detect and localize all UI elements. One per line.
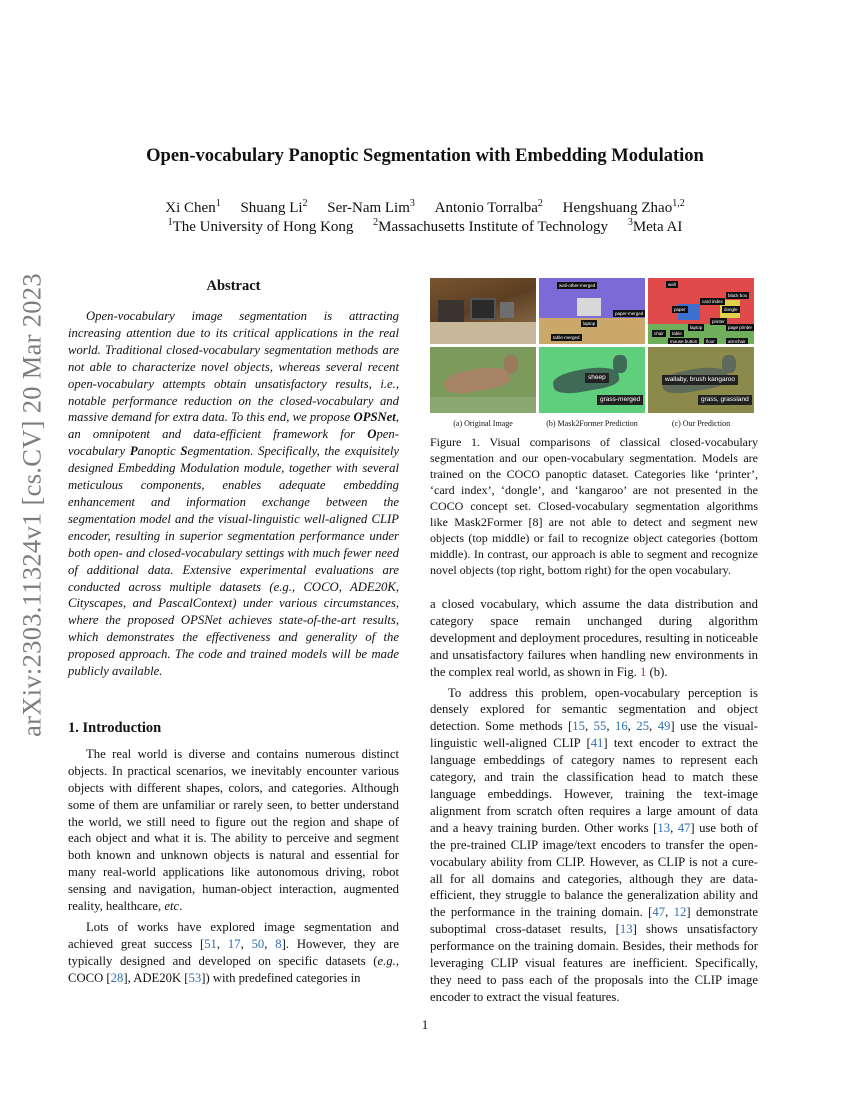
intro-p2-a: Lots of works have explored image segmentation and achieved great success [ — [68, 920, 399, 951]
label-paper: paper — [674, 307, 686, 312]
citation-13b[interactable]: 13 — [619, 922, 633, 937]
intro-p2-c: , COCO [ — [68, 953, 399, 985]
intro-p2-d: ], ADE20K [ — [123, 970, 189, 985]
label-table: table — [672, 331, 682, 336]
citation-49[interactable]: 49 — [657, 719, 671, 734]
right-p2-a: To address this problem, open-vocabulary perception is densely explored for semantic segmentation and object detection. Some methods [ — [430, 685, 758, 734]
citation-53[interactable]: 53 — [188, 970, 202, 985]
intro-p2-b: ]. However, they are typically designed and developed on specific datasets ( — [68, 936, 399, 968]
citation-55[interactable]: 55 — [593, 719, 607, 734]
abstract-part-5: egmentation. Specifically, the exquisitely designed Embedding Modulation module, together with several meticulous components, enables adequate embedding enhancement and information exchange between the segmentation model and the visual-linguistic well-aligned CLIP encoder, resulting in superior segmentation performance under both open- and closed-vocabulary settings with much fewer need of additional data. Extensive experimental evaluations are conducted across multiple datasets (e.g., COCO, ADE20K, Cityscapes, and PascalContext) under various circumstances, where the proposed OPSNet achieves state-of-the-art results, which demonstrates the effectiveness and generality of the proposed approach. The code and trained models will be made publicly available. — [68, 444, 400, 679]
right-p2-c: ] text encoder to extract the language embeddings of category names to represent each category, and train the classification head to match these language embeddings. However, training the text-image alignment from scratch often requires a large amount of data and a heavy training burden. Other works [ — [430, 736, 758, 835]
right-p2-d: ] use both of the pre-trained CLIP image/text encoders to transfer the open-vocabulary ability from CLIP. However, as CLIP is not a cure-all for all domains and categories, although they are data-efficient, they struggle to balance the generalization ability and the performance in the training domain. [ — [430, 820, 758, 920]
citation-50[interactable]: 50 — [251, 936, 265, 951]
original-image-kangaroo — [430, 347, 536, 413]
mask2former-office-prediction — [539, 278, 645, 344]
affiliation-2: $^2$Massachusetts Institute of Technology — [373, 217, 609, 235]
citation-51[interactable]: 51 — [204, 936, 217, 951]
label-table-merged: table-merged — [553, 335, 580, 340]
right-p1-a: a closed vocabulary, which assume the data distribution and category space remain unchanged during algorithm development and deployment procedures, resulting in noticeable and unsatisfactory failures when handling new environments in the complex real world, as shown in Fig. — [430, 597, 759, 679]
subcaption-b: (b) Mask2Former Prediction — [546, 419, 638, 428]
right-paragraph-2: To address this problem, open-vocabulary perception is densely explored for semantic segmentation and object detection. Some methods [15, 55, 16, 25, 49] use the visual-linguistic well-aligned CLIP [41] text encoder to extract the language embeddings of category names to represent each category, and train the classification head to match these language embeddings. However, training the text-image alignment from scratch often requires a large amount of data and a heavy training burden. Other works [13, 47] use both of the pre-trained CLIP image/text encoders to transfer the open-vocabulary ability from CLIP. However, as CLIP is not a cure-all for all domains and categories, although they are data-efficient, they struggle to balance the generalization ability and the performance in the training domain. [47, 12] demonstrate suboptimal cross-dataset results, [13] shows unsatisfactory performance on the training domain. Besides, their methods for leveraging CLIP visual features are inefficient. Specifically, they need to pass each of the proposals into the CLIP image encoder to extract the visual features. — [430, 685, 759, 1004]
citation-8[interactable]: 8 — [275, 936, 282, 951]
author-list — [60, 200, 790, 217]
citation-25[interactable]: 25 — [636, 719, 650, 734]
affiliation-3: $^3$Meta AI — [627, 217, 683, 235]
label-card-index: card index — [702, 299, 723, 304]
ours-kangaroo-prediction — [648, 347, 754, 413]
citation-13[interactable]: 13 — [657, 820, 671, 835]
opsnet-name: OPSNet — [353, 410, 396, 425]
intro-paragraph-1 — [68, 746, 399, 915]
author-3: Ser-Nam Lim$^3$ — [327, 198, 415, 216]
eg-italic: e.g. — [377, 953, 396, 968]
author-1: Xi Chen$^1$ — [165, 198, 221, 216]
citation-17[interactable]: 17 — [227, 936, 241, 951]
label-dongle: dongle — [724, 307, 738, 312]
label-black-box: black box — [728, 293, 748, 298]
figure-ref-1[interactable]: 1 — [640, 664, 647, 679]
citation-47[interactable]: 47 — [677, 820, 691, 835]
citation-15[interactable]: 15 — [572, 719, 585, 734]
citation-16[interactable]: 16 — [614, 719, 628, 734]
affiliation-list — [60, 219, 790, 236]
right-p2-f: ] shows unsatisfactory performance on the training domain. Besides, their methods for leveraging CLIP visual features are inefficient. Specifically, they need to pass each of the proposals into the CLIP image encoder to extract the visual features. — [430, 922, 758, 1004]
label-wallaby: wallaby, brush kangaroo — [662, 375, 738, 385]
intro-p1-text: The real world is diverse and contains numerous distinct objects. In practical scenarios, we inevitably encounter various objects with different shapes, colors, and categories. Although some of them are unfamiliar or rarely seen, to better understand the world, we still need to figure out the region and shape of each object and what it is. The ability to perceive and segment both known and unknown objects is natural and essential for many real-world applications like autonomous driving, robot sensing and navigation, human-object interaction, augmented reality, healthcare, — [68, 746, 399, 914]
right-paragraph-1 — [430, 596, 758, 681]
etc-italic: etc — [164, 899, 180, 914]
paper-title: Open-vocabulary Panoptic Segmentation with Embedding Modulation — [146, 146, 704, 166]
acronym-s: S — [180, 444, 188, 459]
citation-41[interactable]: 41 — [590, 736, 604, 751]
citation-47b[interactable]: 47 — [652, 905, 666, 920]
intro-paragraph-2: Lots of works have explored image segmentation and achieved great success [51, 17, 50, 8]. However, they are typically designed and developed on specific datasets (e.g., COCO [28], ADE20K [53]) with predefined categories in — [68, 920, 399, 985]
label-wall-other-merged: wall-other-merged — [559, 283, 596, 288]
abstract-part-1: Open-vocabulary image segmentation is attracting increasing attention due to its critical applications in the real world. Traditional closed-vocabulary segmentation methods are not able to characterize novel objects, whereas several recent open-vocabulary attempts obtain unsatisfactory results, i.e., notable performance reduction on the closed-vocabulary and massive demand for extra data. To this end, we propose — [68, 309, 399, 425]
page-number: 1 — [421, 1017, 429, 1032]
subcaption-a: (a) Original Image — [453, 419, 513, 428]
author-2: Shuang Li$^2$ — [240, 198, 308, 216]
original-image-office — [430, 278, 536, 344]
right-p1-b: (b). — [646, 664, 668, 679]
label-paper-merged: paper-merged — [615, 311, 644, 316]
label-sheep: sheep — [585, 373, 609, 383]
mask2former-kangaroo-prediction — [539, 347, 645, 413]
ours-office-prediction — [648, 278, 754, 344]
intro-p1-end: . — [179, 899, 183, 914]
author-4: Antonio Torralba$^2$ — [434, 198, 543, 216]
acronym-o: O — [367, 427, 377, 442]
label-grass-grassland: grass, grassland — [698, 395, 752, 405]
affiliation-1: $^1$The University of Hong Kong — [167, 217, 354, 235]
abstract-part-4: anoptic — [137, 444, 181, 459]
figure-1 — [430, 276, 758, 428]
arxiv-id-text: arXiv:2303.11324v1 [cs.CV] 20 Mar 2023 — [16, 273, 47, 737]
arxiv-sidebar-stamp — [10, 273, 54, 737]
abstract-heading: Abstract — [206, 278, 261, 294]
acronym-p: P — [129, 444, 138, 459]
citation-12[interactable]: 12 — [673, 905, 687, 920]
label-grass-merged: grass-merged — [597, 395, 643, 405]
subcaption-c: (c) Our Prediction — [671, 419, 731, 428]
right-p2-b: ] use the visual-linguistic well-aligned CLIP [ — [430, 719, 759, 751]
label-laptop-ours: laptop — [690, 325, 703, 330]
label-armchair: armchair — [728, 339, 746, 344]
label-page-printer: page printer — [728, 325, 753, 330]
label-laptop: laptop — [583, 321, 596, 326]
intro-p2-e: ]) with predefined categories in — [201, 970, 361, 985]
figure-1-caption: Figure 1. Visual comparisons of classical closed-vocabulary segmentation and our open-vocabulary segmentation. Models are trained on the COCO panoptic dataset. Categories like ‘printer’, ‘card index’, ‘dongle’, and ‘kangaroo’ are not presented in the COCO concept set. Closed-vocabulary segmentation algorithms like Mask2Former [8] are not able to detect and segment new objects (top middle) or fail to recognize object categories (bottom middle). In contrast, our approach is able to segment and recognize novel objects (top right, bottom right) for the open vocabulary. — [430, 435, 758, 577]
label-chair: chair — [654, 331, 664, 336]
label-printer: printer — [712, 319, 725, 324]
left-column — [68, 276, 399, 991]
label-mouse-button: mouse button — [670, 339, 698, 344]
right-p2-e: ] demonstrate suboptimal cross-dataset results, [ — [430, 905, 759, 937]
abstract-part-3: pen-vocabulary — [68, 427, 399, 459]
label-floor: floor — [706, 339, 715, 344]
author-5: Hengshuang Zhao$^{1,2}$ — [562, 198, 685, 216]
abstract-part-2: , an omnipotent and data-efficient framework for — [68, 410, 399, 442]
citation-28[interactable]: 28 — [110, 970, 124, 985]
abstract-text — [68, 308, 399, 680]
label-wall: wall — [668, 282, 676, 287]
right-column — [430, 276, 758, 1010]
intro-heading: 1. Introduction — [68, 719, 162, 736]
